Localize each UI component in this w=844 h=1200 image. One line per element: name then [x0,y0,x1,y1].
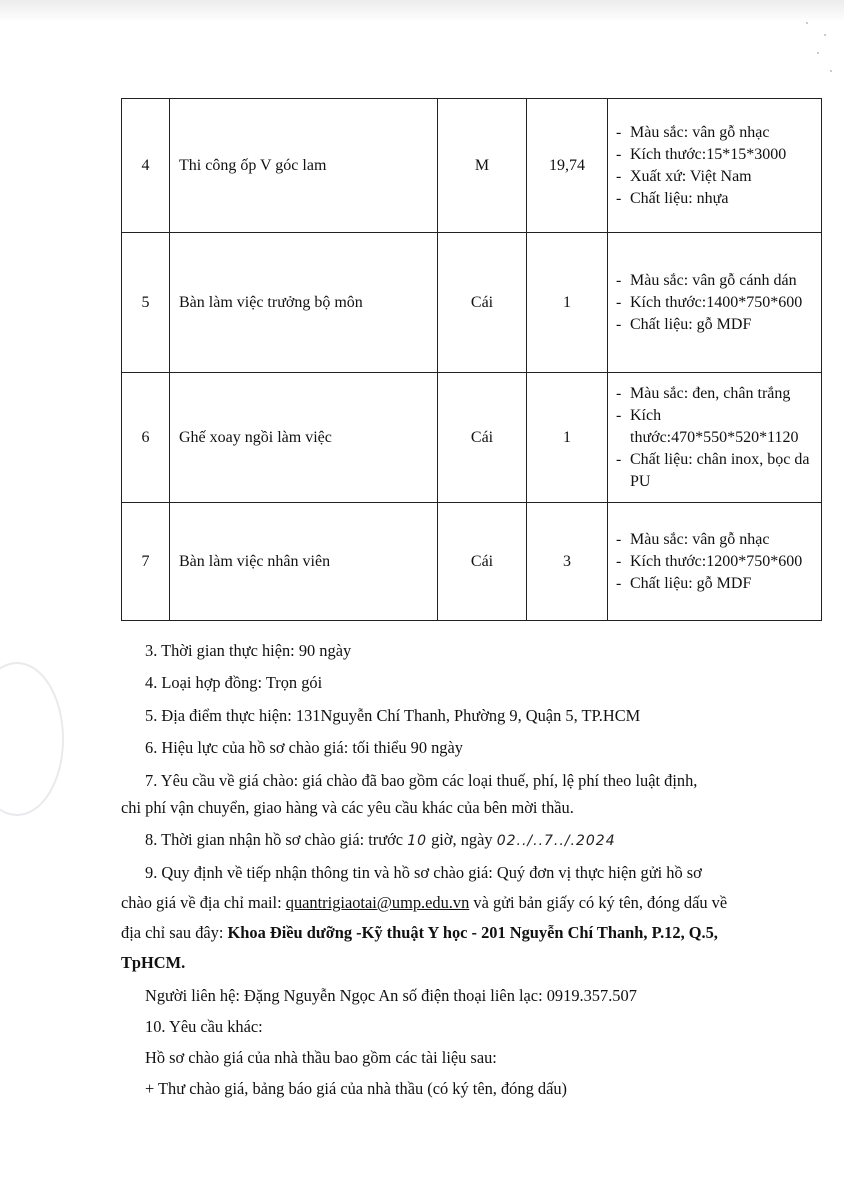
section-9-address: Khoa Điều dưỡng -Kỹ thuật Y học - 201 Nguyễn Chí Thanh, P.12, Q.5, [227,923,718,942]
item-unit: Cái [438,233,527,373]
section-3: 3. Thời gian thực hiện: 90 ngày [145,641,352,660]
scan-speck [806,22,808,24]
scan-speck [830,70,832,72]
item-unit: M [438,99,527,233]
item-specs [608,373,822,503]
items-table [121,98,822,621]
item-number: 5 [122,233,170,373]
section-7-line1: 7. Yêu cầu về giá chào: giá chào đã bao gồm các loại thuế, phí, lệ phí theo luật định, [145,771,698,790]
scan-speck [824,34,826,36]
spec-item: - Chất liệu: gỗ MDF [616,573,815,595]
section-9-line2 [121,892,821,914]
section-6: 6. Hiệu lực của hồ sơ chào giá: tối thiểu 90 ngày [145,738,463,757]
item-quantity: 1 [527,233,608,373]
table-row [122,99,822,233]
item-specs [608,233,822,373]
table-row [122,373,822,503]
email-link[interactable]: quantrigiaotai@ump.edu.vn [285,893,470,912]
section-10-intro: Hồ sơ chào giá của nhà thầu bao gồm các tài liệu sau: [145,1048,497,1067]
item-number: 6 [122,373,170,503]
spec-item: - Chất liệu: nhựa [616,188,815,210]
faded-stamp [0,662,64,816]
scan-speck [817,52,819,54]
spec-item: - Kích thước:470*550*520*1120 [616,405,815,449]
section-7-line2: chi phí vận chuyển, giao hàng và các yêu cầu khác của bên mời thầu. [121,798,574,817]
spec-item: - Kích thước:1400*750*600 [616,292,815,314]
spec-list [616,270,815,336]
section-9-line1: 9. Quy định về tiếp nhận thông tin và hồ sơ chào giá: Quý đơn vị thực hiện gửi hồ sơ [145,863,702,882]
section-8 [145,829,821,852]
item-specs [608,503,822,621]
spec-list [616,529,815,595]
item-quantity: 3 [527,503,608,621]
contact-line: Người liên hệ: Đặng Nguyễn Ngọc An số điện thoại liên lạc: 0919.357.507 [145,986,637,1005]
spec-item: - Màu sắc: vân gỗ cánh dán [616,270,815,292]
item-specs [608,99,822,233]
table-row [122,233,822,373]
spec-item: - Màu sắc: vân gỗ nhạc [616,122,815,144]
item-name: Ghế xoay ngồi làm việc [170,373,438,503]
spec-item: - Xuất xứ: Việt Nam [616,166,815,188]
section-9-line3 [121,922,821,944]
section-9-mail-suffix: và gửi bản giấy có ký tên, đóng dấu về [469,893,728,912]
handwritten-date: 02../..7../.2024 [496,833,616,849]
section-9-address-label: địa chỉ sau đây: [121,923,228,942]
item-name: Bàn làm việc nhân viên [170,503,438,621]
section-5: 5. Địa điểm thực hiện: 131Nguyễn Chí Thanh, Phường 9, Quận 5, TP.HCM [145,706,641,725]
spec-item: - Chất liệu: chân inox, bọc da PU [616,449,815,493]
spec-item: - Kích thước:1200*750*600 [616,551,815,573]
spec-item: - Màu sắc: vân gỗ nhạc [616,529,815,551]
item-unit: Cái [438,503,527,621]
spec-item: - Màu sắc: đen, chân trắng [616,383,815,405]
item-number: 7 [122,503,170,621]
item-unit: Cái [438,373,527,503]
spec-list [616,122,815,210]
section-9-line4: TpHCM. [121,953,186,972]
section-10-item-1: + Thư chào giá, bảng báo giá của nhà thầu (có ký tên, đóng dấu) [145,1079,567,1098]
scan-shadow [0,0,844,22]
spec-item: - Kích thước:15*15*3000 [616,144,815,166]
section-8-mid: giờ, ngày [427,830,497,849]
item-name: Thi công ốp V góc lam [170,99,438,233]
item-quantity: 1 [527,373,608,503]
section-10: 10. Yêu cầu khác: [145,1017,263,1036]
spec-list [616,383,815,493]
section-8-prefix: 8. Thời gian nhận hồ sơ chào giá: trước [145,830,408,849]
item-name: Bàn làm việc trưởng bộ môn [170,233,438,373]
section-9-mail-label: chào giá về địa chỉ mail: [121,893,286,912]
section-4: 4. Loại hợp đồng: Trọn gói [145,673,323,692]
spec-item: - Chất liệu: gỗ MDF [616,314,815,336]
table-row [122,503,822,621]
item-quantity: 19,74 [527,99,608,233]
handwritten-hour: 10 [407,833,428,849]
item-number: 4 [122,99,170,233]
